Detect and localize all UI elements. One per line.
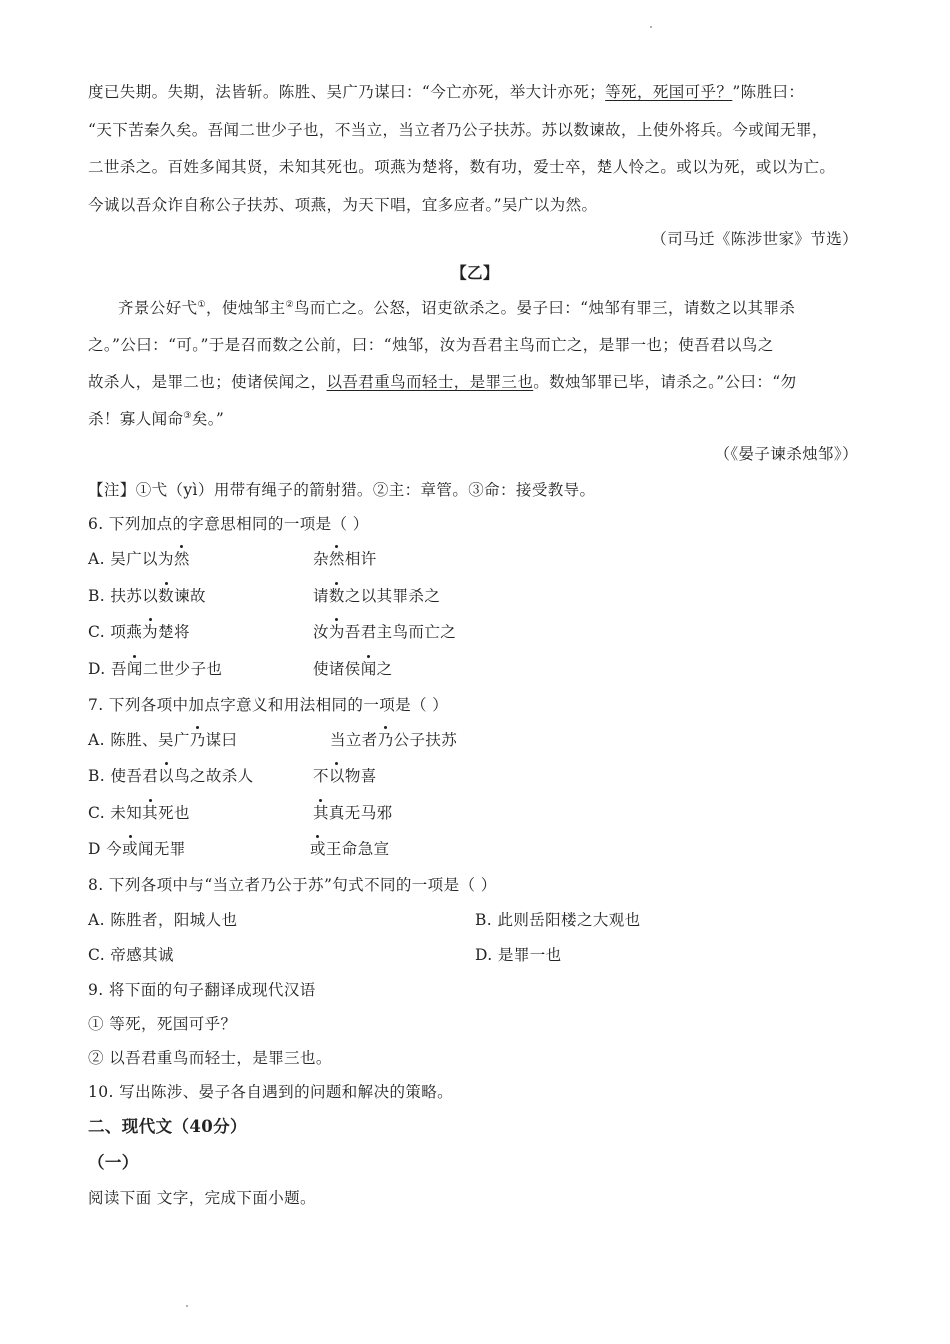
q6-option-b-right: 请数之以其罪杀之 (313, 587, 441, 605)
yi-source: （《晏子谏杀烛邹》） (714, 445, 858, 463)
q8-option-b: B. 此则岳阳楼之大观也 (475, 911, 641, 929)
yi-line-4: 杀！寡人闻命③矣。” (88, 410, 225, 428)
q7-option-b-right: 不以物喜 (313, 767, 377, 785)
jia-line-4: 今诚以吾众诈自称公子扶苏、项燕，为天下唱，宜多应者。”吴广以为然。 (88, 196, 598, 214)
scan-speck (186, 1305, 188, 1307)
annotation-note: 【注】①弋（yì）用带有绳子的箭射猎。②主：章管。③命：接受教导。 (88, 481, 596, 499)
q7-option-a: A. 陈胜、吴广乃谋曰 (88, 731, 238, 749)
yi-line-2: 之。”公曰：“可。”于是召而数之公前，曰：“烛邹，汝为吾君主鸟而亡之，是罪一也；使吾君以鸟之 (88, 336, 774, 354)
q6-option-d: D. 吾闻二世少子也 (88, 660, 223, 678)
section-2-title: 二、现代文（40分） (88, 1117, 247, 1136)
section-2-subtitle: （一） (88, 1153, 139, 1172)
q6-option-b: B. 扶苏以数谏故 (88, 587, 206, 605)
q8-option-a: A. 陈胜者，阳城人也 (88, 911, 238, 929)
q6-option-a-right: 杂然相许 (313, 550, 377, 568)
q10-stem: 10. 写出陈涉、晏子各自遇到的问题和解决的策略。 (88, 1083, 454, 1101)
q7-option-a-right: 当立者乃公子扶苏 (330, 731, 458, 749)
q9-sentence-2: ② 以吾君重鸟而轻士，是罪三也。 (88, 1049, 332, 1067)
yi-line-3: 故杀人，是罪二也；使诸侯闻之，以吾君重鸟而轻士，是罪三也。数烛邹罪已毕，请杀之。”公曰：“勿 (88, 373, 797, 391)
q6-option-a: A. 吴广以为然 (88, 550, 190, 568)
q6-option-d-right: 使诸侯闻之 (313, 660, 393, 678)
jia-line-1: 度已失期。失期，法皆斩。陈胜、吴广乃谋曰：“今亡亦死，举大计亦死；等死，死国可乎？”陈胜曰： (88, 83, 805, 101)
q7-stem: 7. 下列各项中加点字意义和用法相同的一项是（ ） (88, 696, 449, 714)
jia-line-3: 二世杀之。百姓多闻其贤，未知其死也。项燕为楚将，数有功，爱士卒，楚人怜之。或以为死，或以为亡。 (88, 158, 836, 176)
q7-option-d: D 今或闻无罪 (88, 840, 186, 858)
q8-stem: 8. 下列各项中与“当立者乃公于苏”句式不同的一项是（ ） (88, 876, 497, 894)
q8-option-d: D. 是罪一也 (475, 946, 562, 964)
q7-option-c: C. 未知其死也 (88, 804, 190, 822)
q9-stem: 9. 将下面的句子翻译成现代汉语 (88, 981, 316, 999)
q6-option-c: C. 项燕为楚将 (88, 623, 190, 641)
q9-sentence-1: ① 等死，死国可乎？ (88, 1015, 237, 1033)
scan-speck (650, 26, 652, 28)
q7-option-b: B. 使吾君以鸟之故杀人 (88, 767, 254, 785)
q6-stem: 6. 下列加点的字意思相同的一项是（ ） (88, 515, 369, 533)
section-2-instruction: 阅读下面 文字，完成下面小题。 (88, 1189, 316, 1207)
jia-source: （司马迁《陈涉世家》节选） (651, 230, 858, 248)
yi-title: 【乙】 (451, 263, 499, 282)
jia-line-2: “天下苦秦久矣。吾闻二世少子也，不当立，当立者乃公子扶苏。苏以数谏故，上使外将兵。今或闻无罪， (88, 121, 828, 139)
q7-option-c-right: 其真无马邪 (313, 804, 393, 822)
yi-line-1: 齐景公好弋①，使烛邹主②鸟而亡之。公怒，诏吏欲杀之。晏子曰：“烛邹有罪三，请数之以其罪杀 (118, 299, 796, 317)
q8-option-c: C. 帝感其诚 (88, 946, 174, 964)
q7-option-d-right: 或王命急宣 (310, 840, 390, 858)
q6-option-c-right: 汝为吾君主鸟而亡之 (313, 623, 457, 641)
